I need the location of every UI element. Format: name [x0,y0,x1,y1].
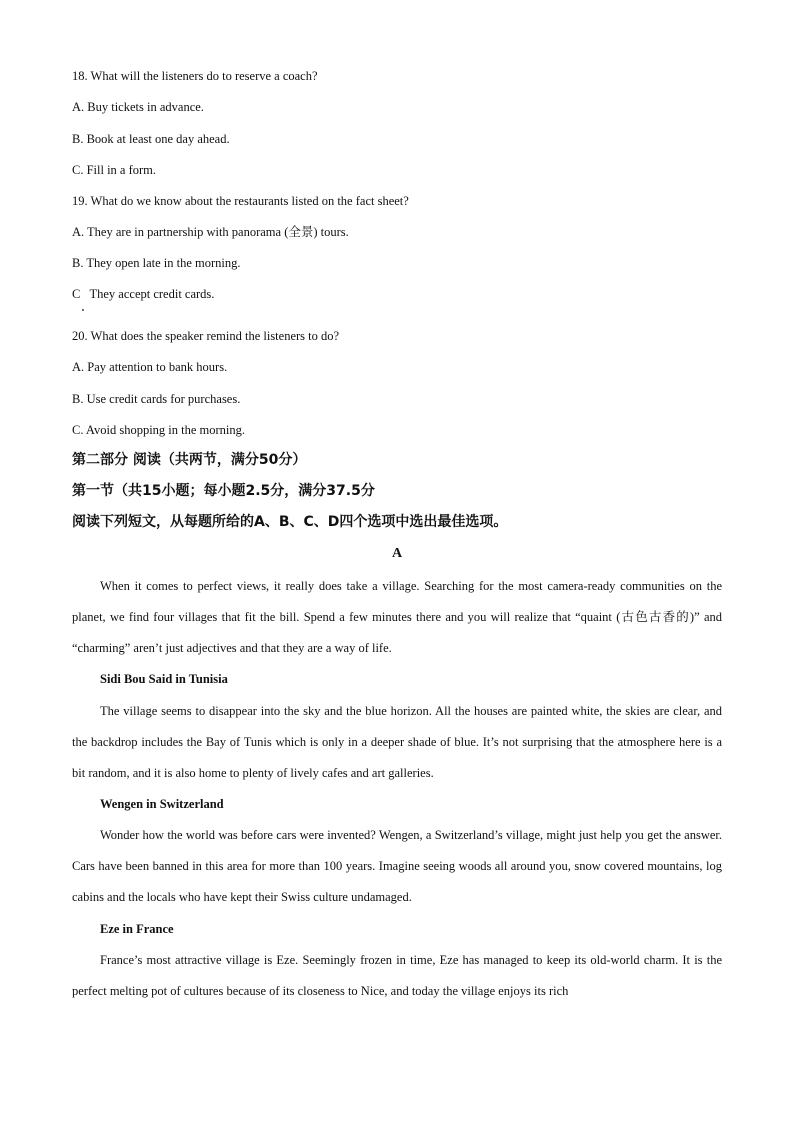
question-18-stem: 18. What will the listeners do to reserve a coach? [72,69,318,83]
passage-intro-text: When it comes to perfect views, it really does take a village. Searching for the most camera-ready communities on the planet, we find four villages that fit the bill. Spend a few minutes there and you will realize that “quaint (古色古香的)” and “charming” aren’t just adjectives and that they are a way of life. [72,579,722,656]
paragraph-wengen [72,820,722,914]
question-20-option-c: C. Avoid shopping in the morning. [72,423,246,437]
passage-label: A [391,546,403,561]
paragraph-sidi-bou-said-text: The village seems to disappear into the sky and the blue horizon. All the houses are painted white, the skies are clear, and the backdrop includes the Bay of Tunis which is only in a deeper shade of blue. It’s not surprising that the atmosphere here is a bit random, and it is also home to plenty of lively cafes and art galleries. [72,704,722,781]
paragraph-eze-text: France’s most attractive village is Eze. Seemingly frozen in time, Eze has managed to keep its old-world charm. It is the perfect melting pot of cultures because of its closeness to Nice, and today the village enjoys its rich [72,953,722,999]
passage-intro [72,571,722,665]
reading-instruction: 阅读下列短文，从每题所给的A、B、C、D四个选项中选出最佳选项。 [72,514,508,530]
paragraph-wengen-text: Wonder how the world was before cars were invented? Wengen, a Switzerland’s village, might just help you get the answer. Cars have been banned in this area for more than 100 years. Imagine seeing woods all around you, snow covered mountains, log cabins and the locals who have kept their Swiss culture undamaged. [72,828,722,905]
question-20-stem: 20. What does the speaker remind the listeners to do? [72,329,340,343]
subsection-one-title: 第一节（共15小题；每小题2.5分，满分37.5分 [72,483,375,499]
question-18-option-b: B. Book at least one day ahead. [72,132,230,146]
question-18-option-c: C. Fill in a form. [72,163,157,177]
heading-wengen: Wengen in Switzerland [100,797,224,811]
paragraph-eze [72,945,722,1007]
heading-eze: Eze in France [100,922,174,936]
stray-dot-mark [82,309,84,311]
question-19-option-c: C They accept credit cards. [72,287,215,301]
question-19-option-b: B. They open late in the morning. [72,256,241,270]
question-19-stem: 19. What do we know about the restaurants listed on the fact sheet? [72,194,409,208]
heading-sidi-bou-said: Sidi Bou Said in Tunisia [100,672,228,686]
question-20-option-b: B. Use credit cards for purchases. [72,392,241,406]
question-18-option-a: A. Buy tickets in advance. [72,100,204,114]
part-two-title: 第二部分 阅读（共两节，满分50分） [72,452,307,468]
paragraph-sidi-bou-said [72,696,722,790]
question-20-option-a: A. Pay attention to bank hours. [72,360,228,374]
question-19-option-a: A. They are in partnership with panorama (全景) tours. [72,225,349,239]
